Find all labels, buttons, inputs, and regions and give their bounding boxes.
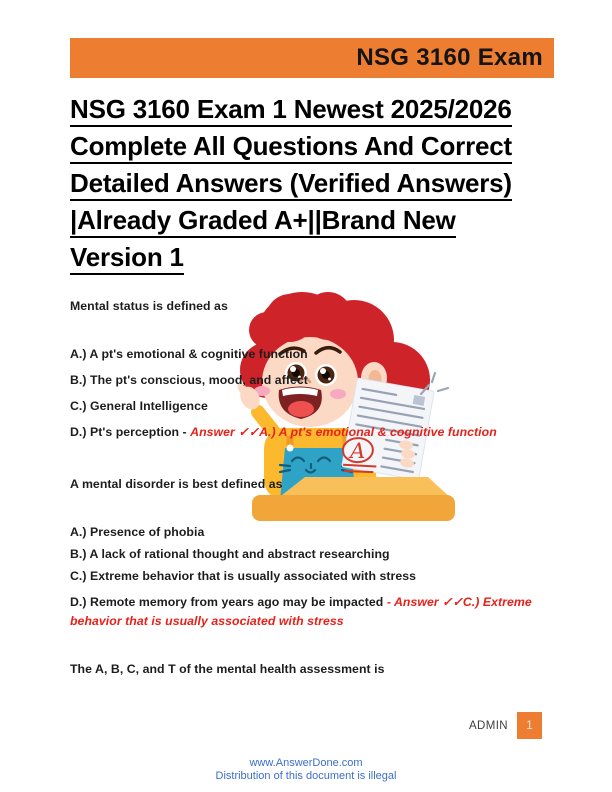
question-stem: The A, B, C, and T of the mental health assessment is xyxy=(70,662,385,676)
footer-notice: Distribution of this document is illegal xyxy=(215,770,397,782)
doc-title-line: NSG 3160 Exam 1 Newest 2025/2026 xyxy=(70,94,512,131)
answer-option: A.) Presence of phobia xyxy=(70,525,205,539)
admin-label: ADMIN xyxy=(468,719,508,732)
doc-title-line: Version 1 xyxy=(70,242,512,279)
question-stem: Mental status is defined as xyxy=(70,299,228,313)
doc-title-line: Detailed Answers (Verified Answers) xyxy=(70,168,512,205)
doc-title-line: |Already Graded A+||Brand New xyxy=(70,205,512,242)
answer-option: B.) A lack of rational thought and abstract researching xyxy=(70,547,390,561)
correct-answer-text: - Answer ✓✓C.) Extreme behavior that is usually associated with stress xyxy=(70,595,532,628)
question-stem: A mental disorder is best defined as xyxy=(70,477,283,491)
answer-option: C.) Extreme behavior that is usually associated with stress xyxy=(70,569,417,583)
document-title xyxy=(70,94,512,279)
header-bar xyxy=(70,38,554,78)
header-title: NSG 3160 Exam xyxy=(356,44,543,71)
answer-option: D.) Remote memory from years ago may be impacted - Answer ✓✓C.) Extreme behavior that is usually associated with stress xyxy=(70,595,532,628)
footer-site-link[interactable]: www.AnswerDone.com xyxy=(249,757,363,769)
answer-option: B.) The pt's conscious, mood, and affect xyxy=(70,373,308,387)
answer-option: D.) Pt's perception - Answer ✓✓A.) A pt's emotional & cognitive function xyxy=(70,425,497,439)
answer-option: C.) General Intelligence xyxy=(70,399,208,413)
doc-title-line: Complete All Questions And Correct xyxy=(70,131,512,168)
page-footer-meta xyxy=(469,712,542,739)
correct-answer-text: Answer ✓✓A.) A pt's emotional & cognitive function xyxy=(190,425,497,439)
page-number-badge: 1 xyxy=(517,712,542,739)
footer xyxy=(0,757,612,783)
answer-option: A.) A pt's emotional & cognitive function xyxy=(70,347,308,361)
grade-letter: A xyxy=(350,439,366,464)
